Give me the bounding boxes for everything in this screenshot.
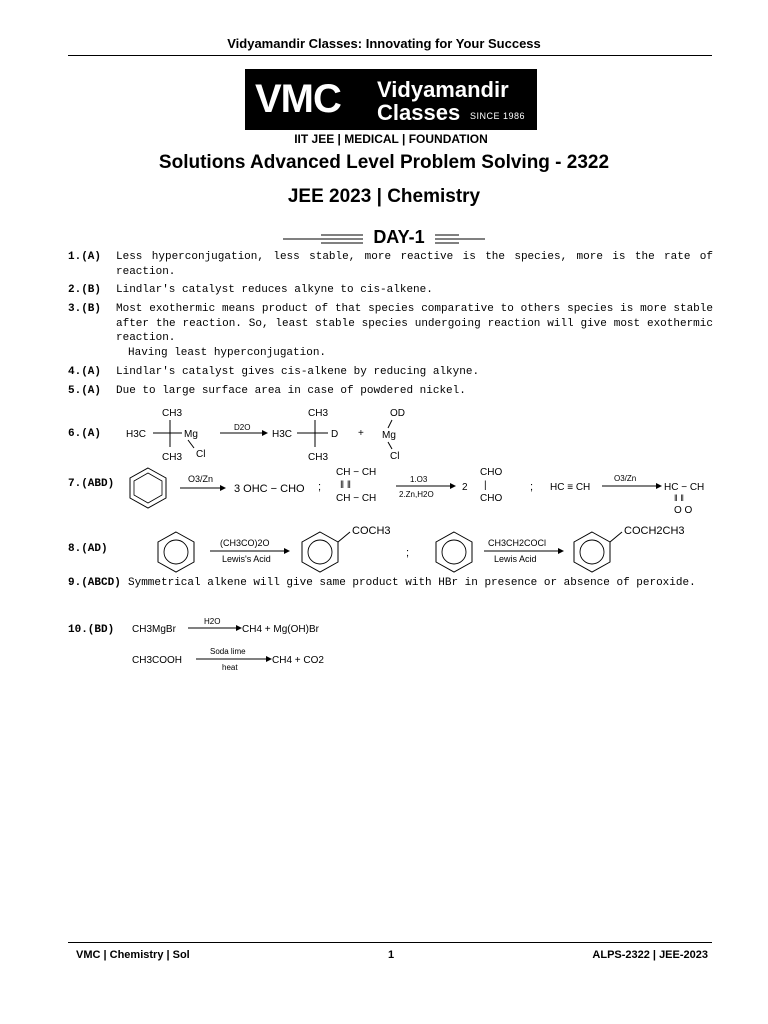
q10-r2-right: CH4 + CO2 [272,655,324,666]
q8-sep: ; [406,547,410,559]
q10-r1-left: CH3MgBr [132,624,176,635]
q7-reagent-2a: 1.O3 [410,475,428,484]
answer-1 [68,250,713,279]
answer-number: 4.(A) [68,366,102,378]
answer-text: Lindlar's catalyst gives cis-alkene by reducing alkyne. [116,366,480,378]
answer-text: Less hyperconjugation, less stable, more reactive is the species, more is the rate of reaction. [116,251,713,278]
q8-reaction [150,518,710,578]
benzene-ring [302,532,338,572]
answer-4 [68,365,713,380]
q7-prod-3-oxygens: O O [674,505,693,516]
q10-r2-left: CH3COOH [132,655,183,666]
q7-prod-3: HC − CH [664,482,705,493]
q7-sep-2: ; [530,481,534,493]
q6-ch3-bot: CH3 [162,452,183,463]
answer-9 [68,576,713,591]
answer-number: 3.(B) [68,303,102,315]
logo-since: SINCE 1986 [470,111,526,121]
q7-ch-bot: CH − CH [336,493,377,504]
vmc-logo [245,69,537,130]
q7-reaction [120,462,715,516]
q7-product-1: 3 OHC − CHO [234,483,305,495]
answer-extra: Having least hyperconjugation. [128,346,327,359]
q8-reagent-2: CH3CH2COCl [488,538,547,548]
answer-number: 6.(A) [68,428,102,440]
day-rule-right [435,233,485,245]
answer-5 [68,384,713,399]
q7-reagent-1: O3/Zn [188,474,214,484]
q8-catalyst-2: Lewis Acid [494,554,537,564]
q10-r2-reagent: Soda lime [210,647,246,656]
answer-number: 2.(B) [68,284,102,296]
q7-double-bonds: ‖ ‖ [340,480,352,491]
q7-coef: 2 [462,482,468,493]
q6-od: OD [390,408,405,419]
answer-number: 10.(BD) [68,624,115,636]
q6-mg-2: Mg [382,430,396,441]
answer-number: 7.(ABD) [68,478,115,490]
q8-substituent-1: COCH3 [352,525,391,537]
q6-ch3-bot-2: CH3 [308,452,329,463]
q7-ch-top: CH − CH [336,467,377,478]
answer-text: Most exothermic means product of that species comparative to others species is more stable after the reaction. So, least stable species undergoing reaction will give most exothermic reaction. [116,303,713,344]
q7-bar: | [484,480,487,491]
logo-line2: Classes [377,100,461,125]
q6-reaction [120,402,420,464]
footer-left: VMC | Chemistry | Sol [76,949,190,961]
answer-number: 9.(ABCD) [68,577,121,589]
page-header: Vidyamandir Classes: Innovating for Your Success [227,36,541,51]
q7-reagent-2b: 2.Zn,H2O [399,490,434,499]
footer-rule [68,942,712,943]
q6-h3c: H3C [126,429,147,440]
q7-reagent-3: O3/Zn [614,474,637,483]
answer-text: Lindlar's catalyst reduces alkyne to cis-alkene. [116,284,433,296]
q6-d: D [331,429,339,440]
page-title: Solutions Advanced Level Problem Solving - 2322 [158,152,610,173]
logo-mark: VMC [255,77,341,121]
q7-prod-3-bonds: ‖ ‖ [674,493,684,503]
q10-r1-reagent: H2O [204,617,221,626]
footer-page-number: 1 [387,949,395,961]
benzene-ring [158,532,194,572]
q8-reagent-1: (CH3CO)2O [220,538,270,548]
answer-number: 1.(A) [68,251,102,263]
q6-ch3-top: CH3 [162,408,183,419]
answer-2 [68,283,713,298]
answer-number: 5.(A) [68,385,102,397]
day-label: DAY-1 [373,227,425,247]
q7-sep-1: ; [318,481,322,493]
logo-line1: Vidyamandir [377,77,509,102]
answer-number: 8.(AD) [68,543,108,555]
q10-reactions [130,612,430,674]
q6-mg: Mg [184,429,198,440]
q7-alkyne: HC ≡ CH [550,482,591,493]
day-rule-left [283,233,363,245]
logo-tagline: IIT JEE | MEDICAL | FOUNDATION [294,132,488,146]
answer-text: Symmetrical alkene will give same product with HBr in presence or absence of peroxide. [128,577,696,589]
q8-catalyst-1: Lewis's Acid [222,554,271,564]
q6-cl: Cl [196,449,206,460]
answer-text: Due to large surface area in case of powdered nickel. [116,385,466,397]
q6-ch3-top-2: CH3 [308,408,329,419]
q6-plus: + [358,428,364,439]
q10-r2-condition: heat [222,663,238,672]
footer-right: ALPS-2322 | JEE-2023 [592,949,708,961]
q10-r1-right: CH4 + Mg(OH)Br [242,624,319,635]
answer-3 [68,302,713,360]
q7-cho-top: CHO [480,467,503,478]
q8-substituent-2: COCH2CH3 [624,525,685,537]
q7-cho-bot: CHO [480,493,503,504]
benzene-ring [130,468,166,508]
q6-cl-2: Cl [390,451,400,462]
q6-reagent: D2O [234,423,251,432]
day-heading [0,227,768,248]
header-rule [68,55,712,56]
benzene-ring [574,532,610,572]
q6-h3c-2: H3C [272,429,293,440]
benzene-ring [436,532,472,572]
page-subtitle: JEE 2023 | Chemistry [287,186,481,207]
